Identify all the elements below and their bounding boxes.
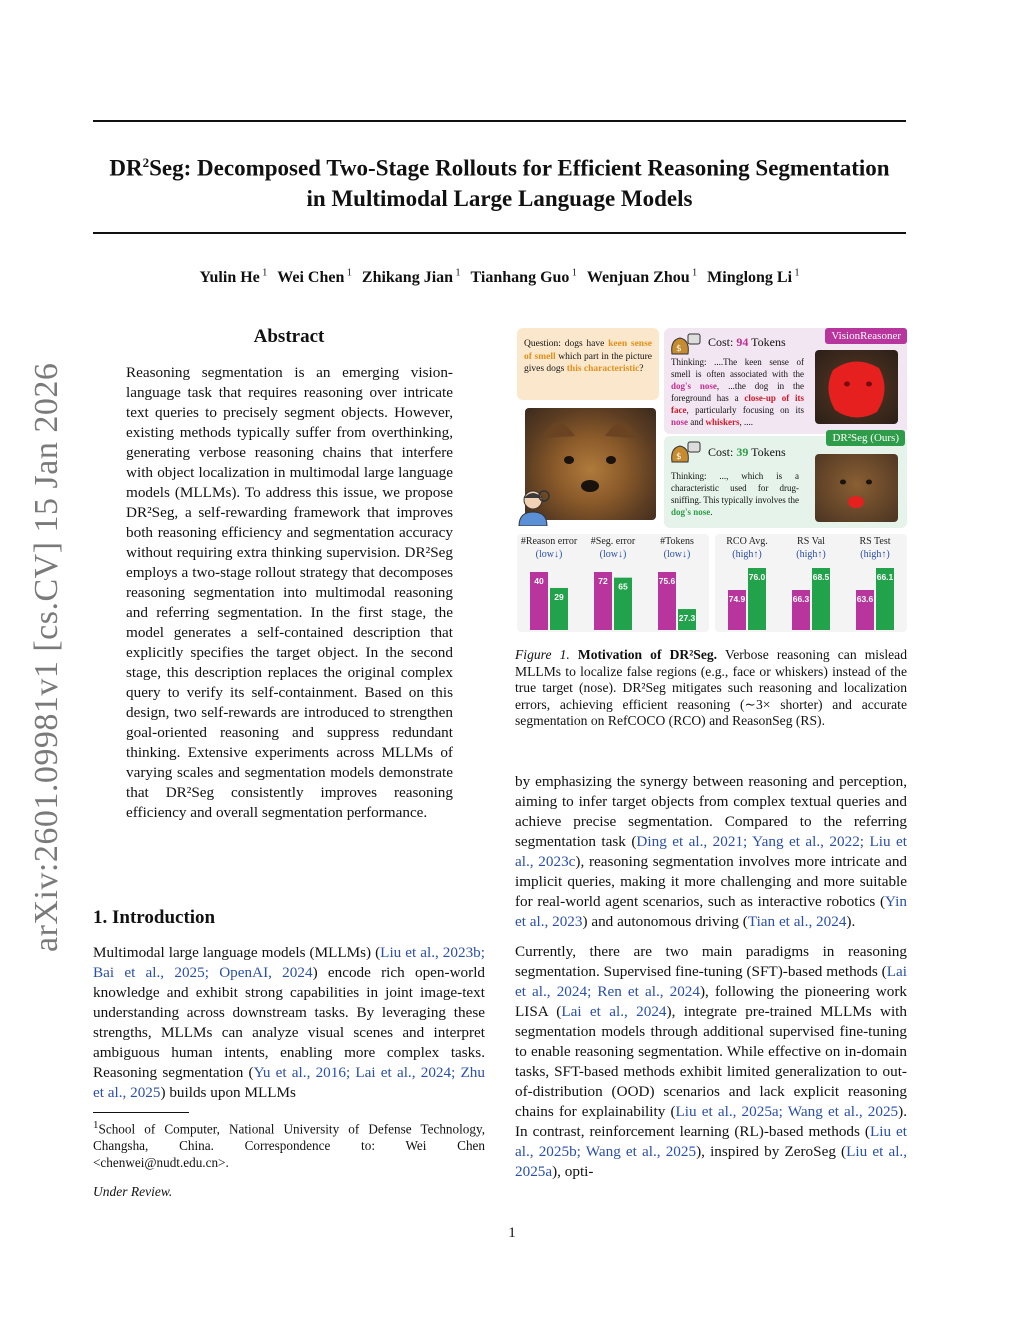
dr2seg-mask-photo [815,454,898,522]
chart-bar-label: 65 [618,581,628,592]
chart-group-label: #Seg. error [590,536,636,547]
author-name: Minglong Li $^1$ [707,268,800,287]
affiliation-footnote: $^1$School of Computer, National University of Defense Technology, Changsha, China. Correspondence to: Wei Chen <chenwei@nudt.edu.cn>. [93,1112,485,1171]
chart-group-direction: (low↓) [663,549,691,560]
visionreasoner-tag: VisionReasoner [825,328,907,344]
figure-1 [515,326,907,636]
money-robot-icon [668,330,702,356]
author-name: Tianhang Guo $^1$ [470,268,577,287]
citation-link[interactable]: Liu et al., 2025a [515,1143,908,1180]
chart-bar-label: 68.5 [812,572,830,582]
paper-title: $DR^2Seg$: Decomposed Two-Stage Rollouts for Efficient Reasoning Segmentation in Multimodal Large Language Models [109,155,890,211]
money-robot-icon [668,438,702,464]
chart-bar-label: 27.3 [678,613,696,624]
citation-link[interactable]: Yu et al., 2016; Lai et al., 2024; Zhu et al., 2025 [93,1064,485,1101]
chart-bar-label: 75.6 [658,576,676,586]
citation-link[interactable]: Tian et al., 2024 [747,913,847,930]
author-list [93,268,906,287]
chart-bar-label: 72 [598,576,608,586]
chart-group-direction: (high↑) [860,549,890,560]
right-column-text: by emphasizing the synergy between reasoning and perception, aiming to infer target objects from complex textual queries and achieve precise segmentation. Compared to the referring segmentation task (Ding et al., 2021; Yang et al., 2022; Liu et al., 2023c), reasoning segmentation involves more intricate and implicit queries, making it more challenging and more suitable for real-world agent scenarios, such as interactive robotics (Yin et al., 2023) and autonomous driving (Tian et al., 2024). Currently, there are two main paradigms in reasoning segmentation. Supervised fine-tuning (SFT)-based methods (Lai et al., 2024; Ren et al., 2024), following the pioneering work LISA (Lai et al., 2024), integrate pre-trained MLLMs with segmentation models through additional supervised fine-tuning to enable reasoning segmentation. While effective on in-domain tasks, SFT-based methods exhibit limited generalization to out-of-distribution (OOD) scenarios and lack explicit reasoning chains for explainability (Liu et al., 2025a; Wang et al., 2025). In contrast, reinforcement learning (RL)-based methods (Liu et al., 2025b; Wang et al., 2025), inspired by ZeroSeg (Liu et al., 2025a), opti- [515,773,908,1180]
visionreasoner-panel [664,328,907,434]
dr2seg-panel [664,432,907,528]
dr2seg-tag: DR²Seg (Ours) [826,430,905,446]
metrics-bar-chart [517,534,907,634]
intro-heading: 1. Introduction [93,907,216,928]
author-name: Wenjuan Zhou $^1$ [586,268,698,287]
chart-bar-label: 76.0 [748,572,766,582]
chart-bar-label: 29 [554,591,564,602]
chart-group-direction: (low↓) [535,549,563,560]
title-top-rule [93,120,906,122]
chart-group-direction: (low↓) [599,549,627,560]
chart-group-label: RCO Avg. [726,536,768,547]
vr-cost: Cost: 94 Tokens [708,335,786,349]
abstract-body: Reasoning segmentation is an emerging vision-language task that requires reasoning over intricate text queries to precisely segment objects. However, existing methods typically suffer from overthinking, generating verbose reasoning chains that interfere with object localization in multimodal large language models (MLLMs). To address this issue, we propose DR²Seg, a self-rewarding framework that improves both reasoning efficiency and segmentation accuracy without requiring extra thinking supervision. DR²Seg employs a two-stage rollout strategy that decomposes reasoning segmentation into multimodal reasoning and referring segmentation. In the first stage, the model generates a self-contained description that explicitly specifies the target object. In the second stage, this description replaces the original complex query to verify its self-containment. Based on this design, two self-rewards are introduced to strengthen goal-oriented reasoning and suppress redundant thinking. Extensive experiments across MLLMs of varying scales and segmentation models demonstrate that DR²Seg consistently improves reasoning efficiency and overall segmentation performance. [126,364,453,821]
chart-bar-label: 66.3 [792,594,810,604]
citation-link[interactable]: Lai et al., 2024; Ren et al., 2024 [515,963,907,1000]
chart-bar-label: 66.1 [876,572,894,582]
chart-group-label: RS Test [859,536,891,547]
dr2seg-thinking-text: Thinking: ..., which is a characteristic used for drug-sniffing. This typically involves the dog's nose. [671,471,799,517]
author-name: Wei Chen $^1$ [277,268,352,287]
arxiv-stamp: arXiv:2601.09981v1 [cs.CV] 15 Jan 2026 [28,362,65,952]
citation-link[interactable]: Liu et al., 2025a; Wang et al., 2025 [675,1103,899,1120]
chart-group-direction: (high↑) [732,549,762,560]
svg-text:$: $ [676,452,682,462]
dr2seg-cost: Cost: 39 Tokens [708,445,786,459]
footnote-rule [93,1112,189,1113]
title-bottom-rule [93,232,906,234]
figure-caption: Figure 1. Motivation of DR²Seg. Verbose reasoning can mislead MLLMs to localize false regions (e.g., face or whiskers) instead of the true target (nose). DR²Seg mitigates such reasoning and localization errors, achieving efficient reasoning (∼3× shorter) and accurate segmentation on RefCOCO (RCO) and ReasonSeg (RS). [515,647,908,728]
user-avatar-icon [517,488,551,526]
abstract-heading: Abstract [253,326,325,347]
citation-link[interactable]: Ding et al., 2021; Yang et al., 2022; Liu et al., 2023c [515,833,907,870]
chart-group-label: #Tokens [660,536,694,547]
vr-thinking-text: Thinking: ....The keen sense of smell is often associated with the dog's nose, ...the dog in the foreground has a close-up of its face, particularly focusing on its nose and whiskers, .... [671,357,805,427]
page-number: 1 [508,1225,516,1241]
chart-bar-label: 74.9 [728,594,746,604]
chart-group-label: RS Val [797,536,825,547]
author-name: Yulin He $^1$ [199,268,268,287]
chart-bar-label: 63.6 [856,594,874,604]
chart-bar-label: 40 [534,576,544,586]
citation-link[interactable]: Liu et al., 2023b; Bai et al., 2025; OpenAI, 2024 [93,944,485,981]
intro-paragraph: Multimodal large language models (MLLMs) (Liu et al., 2023b; Bai et al., 2025; OpenAI, 2024) encode rich open-world knowledge and exhibit strong capabilities in joint image-text understanding across downstream tasks. By leveraging these strengths, MLLMs can analyze visual scenes and interpret ambiguous human intents, enabling more complex tasks. Reasoning segmentation (Yu et al., 2016; Lai et al., 2024; Zhu et al., 2025) builds upon MLLMs [93,944,486,1101]
citation-link[interactable]: Liu et al., 2025b; Wang et al., 2025 [515,1123,907,1160]
citation-link[interactable]: Lai et al., 2024 [561,1003,667,1020]
author-name: Zhikang Jian $^1$ [361,268,461,287]
under-review-note: Under Review. [93,1184,173,1199]
question-box: Question: dogs have keen sense of smell which part in the picture gives dogs this characteristic? [517,328,659,400]
chart-group-label: #Reason error [520,536,578,547]
citation-link[interactable]: Yin et al., 2023 [515,893,907,930]
chart-group-direction: (high↑) [796,549,826,560]
svg-text:$: $ [676,344,682,354]
vr-mask-photo [815,350,898,424]
